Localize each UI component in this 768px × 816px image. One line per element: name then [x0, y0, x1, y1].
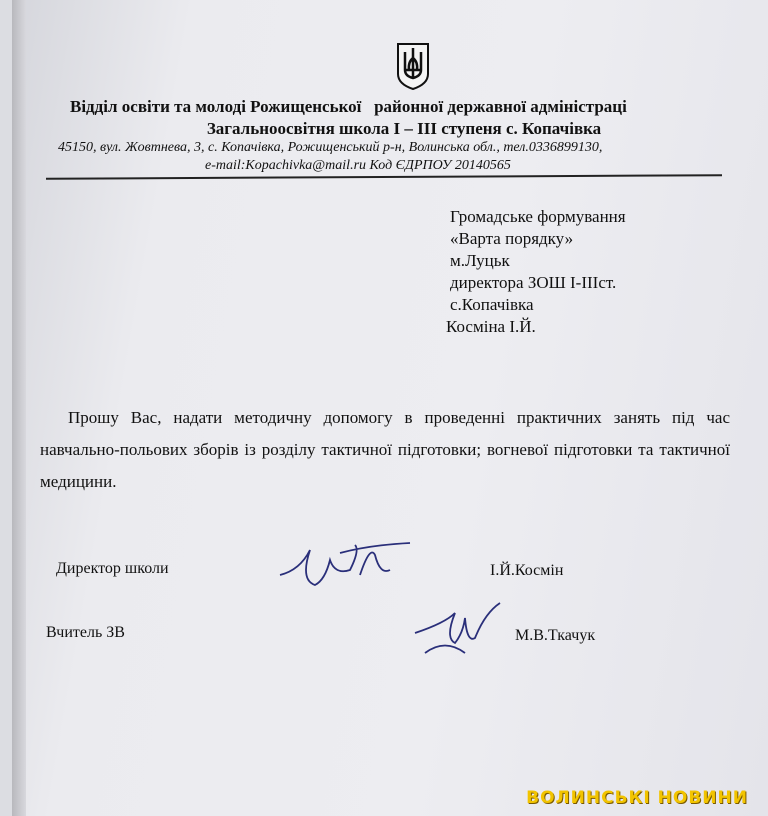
header-address: 45150, вул. Жовтнева, 3, с. Копачівка, Рожищенський р-н, Волинська обл., тел.0336899130,	[58, 140, 603, 155]
director-name: І.Й.Космін	[490, 562, 564, 579]
addressee-line: «Варта порядку»	[450, 229, 574, 248]
addressee-line: Косміна І.Й.	[446, 317, 536, 336]
header-department: Відділ освіти та молоді Рожищенської районної державної адміністраці	[70, 97, 627, 116]
trident-crest-icon	[396, 42, 430, 90]
header-contacts: e-mail:Kopachivka@mail.ru Код ЄДРПОУ 20140565	[205, 158, 511, 173]
addressee-line: директора ЗОШ І-ІІІст.	[450, 273, 617, 292]
header-school: Загальноосвітня школа І – ІІІ ступеня с. Копачівка	[206, 119, 602, 138]
teacher-name: М.В.Ткачук	[515, 627, 596, 644]
teacher-signature	[405, 598, 515, 668]
addressee-line: м.Луцьк	[450, 251, 510, 270]
director-title: Директор школи	[56, 560, 169, 577]
director-signature	[270, 535, 420, 595]
addressee-line: с.Копачівка	[450, 295, 534, 314]
letter-paragraph: Прошу Вас, надати методичну допомогу в проведенні практичних занять під час навчально-польових зборів із розділу тактичної підготовки; вогневої підготовки та тактичної медицини.	[40, 408, 730, 491]
teacher-title: Вчитель ЗВ	[46, 624, 125, 641]
addressee-block	[446, 206, 626, 338]
addressee-line: Громадське формування	[450, 207, 626, 226]
watermark-logo: ВОЛИНСЬКІ НОВИНИ	[526, 788, 748, 808]
letter-body	[40, 402, 730, 498]
